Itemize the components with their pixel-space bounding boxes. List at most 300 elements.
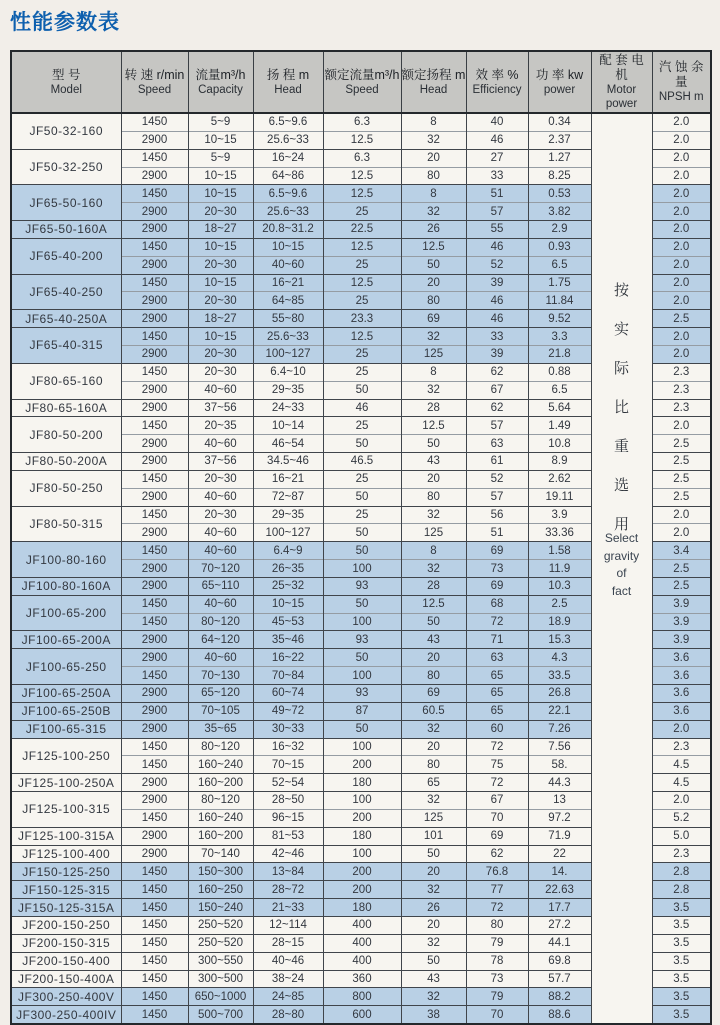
efficiency-cell: 67 bbox=[466, 792, 528, 810]
npsh-cell: 2.5 bbox=[652, 470, 711, 488]
capacity-cell: 40~60 bbox=[188, 649, 253, 667]
speed-cell: 1450 bbox=[121, 185, 188, 203]
efficiency-cell: 68 bbox=[466, 595, 528, 613]
capacity-cell: 65~110 bbox=[188, 577, 253, 595]
speed-cell: 2900 bbox=[121, 488, 188, 506]
rated_flow-cell: 25 bbox=[323, 345, 401, 363]
head-cell: 38~24 bbox=[253, 970, 323, 988]
speed-cell: 1450 bbox=[121, 809, 188, 827]
col-header-9 bbox=[652, 51, 711, 113]
head-cell: 40~46 bbox=[253, 952, 323, 970]
rated_flow-cell: 50 bbox=[323, 595, 401, 613]
speed-cell: 1450 bbox=[121, 506, 188, 524]
model-cell: JF80-65-160 bbox=[11, 363, 121, 399]
capacity-cell: 160~200 bbox=[188, 827, 253, 845]
capacity-cell: 40~60 bbox=[188, 488, 253, 506]
capacity-cell: 40~60 bbox=[188, 542, 253, 560]
power-cell: 19.11 bbox=[528, 488, 591, 506]
head-cell: 16~32 bbox=[253, 738, 323, 756]
model-cell: JF100-65-200 bbox=[11, 595, 121, 631]
rated_head-cell: 8 bbox=[401, 113, 466, 131]
rated_flow-cell: 100 bbox=[323, 792, 401, 810]
efficiency-cell: 62 bbox=[466, 363, 528, 381]
efficiency-cell: 69 bbox=[466, 542, 528, 560]
npsh-cell: 3.5 bbox=[652, 988, 711, 1006]
rated_head-cell: 32 bbox=[401, 881, 466, 899]
power-cell: 27.2 bbox=[528, 916, 591, 934]
rated_flow-cell: 25 bbox=[323, 363, 401, 381]
capacity-cell: 18~27 bbox=[188, 310, 253, 328]
power-cell: 17.7 bbox=[528, 899, 591, 917]
npsh-cell: 2.3 bbox=[652, 381, 711, 399]
rated_head-cell: 80 bbox=[401, 167, 466, 185]
rated_flow-cell: 12.5 bbox=[323, 274, 401, 292]
power-cell: 3.9 bbox=[528, 506, 591, 524]
col-header-zh: 额定扬程 m bbox=[401, 67, 466, 82]
rated_head-cell: 32 bbox=[401, 381, 466, 399]
npsh-cell: 2.5 bbox=[652, 577, 711, 595]
rated_head-cell: 125 bbox=[401, 345, 466, 363]
power-cell: 2.5 bbox=[528, 595, 591, 613]
model-cell: JF300-250-400IV bbox=[11, 1006, 121, 1024]
head-cell: 100~127 bbox=[253, 524, 323, 542]
power-cell: 18.9 bbox=[528, 613, 591, 631]
capacity-cell: 70~140 bbox=[188, 845, 253, 863]
col-header-zh: 额定流量m³/h bbox=[324, 67, 400, 82]
speed-cell: 2900 bbox=[121, 453, 188, 471]
head-cell: 29~35 bbox=[253, 381, 323, 399]
speed-cell: 1450 bbox=[121, 238, 188, 256]
capacity-cell: 250~520 bbox=[188, 934, 253, 952]
model-cell: JF80-65-160A bbox=[11, 399, 121, 417]
efficiency-cell: 46 bbox=[466, 310, 528, 328]
rated_head-cell: 50 bbox=[401, 845, 466, 863]
rated_flow-cell: 46.5 bbox=[323, 453, 401, 471]
motor-power-cell bbox=[591, 113, 652, 1024]
npsh-cell: 2.0 bbox=[652, 203, 711, 221]
speed-cell: 2900 bbox=[121, 381, 188, 399]
motor-note-char: 按 bbox=[613, 282, 629, 299]
rated_flow-cell: 93 bbox=[323, 685, 401, 703]
efficiency-cell: 46 bbox=[466, 292, 528, 310]
speed-cell: 2900 bbox=[121, 524, 188, 542]
rated_flow-cell: 360 bbox=[323, 970, 401, 988]
speed-cell: 1450 bbox=[121, 328, 188, 346]
capacity-cell: 650~1000 bbox=[188, 988, 253, 1006]
power-cell: 22.1 bbox=[528, 702, 591, 720]
npsh-cell: 2.0 bbox=[652, 506, 711, 524]
rated_head-cell: 8 bbox=[401, 542, 466, 560]
power-cell: 26.8 bbox=[528, 685, 591, 703]
rated_flow-cell: 25 bbox=[323, 203, 401, 221]
head-cell: 45~53 bbox=[253, 613, 323, 631]
table-row bbox=[11, 113, 711, 131]
power-cell: 6.5 bbox=[528, 381, 591, 399]
npsh-cell: 2.0 bbox=[652, 524, 711, 542]
speed-cell: 2900 bbox=[121, 203, 188, 221]
capacity-cell: 20~35 bbox=[188, 417, 253, 435]
speed-cell: 2900 bbox=[121, 399, 188, 417]
efficiency-cell: 72 bbox=[466, 899, 528, 917]
efficiency-cell: 63 bbox=[466, 649, 528, 667]
rated_head-cell: 69 bbox=[401, 685, 466, 703]
motor-note-chinese bbox=[592, 279, 652, 534]
rated_head-cell: 50 bbox=[401, 435, 466, 453]
rated_flow-cell: 100 bbox=[323, 738, 401, 756]
power-cell: 3.82 bbox=[528, 203, 591, 221]
rated_flow-cell: 200 bbox=[323, 809, 401, 827]
motor-note-char: 选 bbox=[613, 477, 629, 494]
capacity-cell: 64~120 bbox=[188, 631, 253, 649]
head-cell: 6.4~10 bbox=[253, 363, 323, 381]
efficiency-cell: 46 bbox=[466, 131, 528, 149]
motor-note-line: gravity bbox=[603, 548, 640, 563]
rated_head-cell: 20 bbox=[401, 274, 466, 292]
npsh-cell: 5.2 bbox=[652, 809, 711, 827]
capacity-cell: 20~30 bbox=[188, 470, 253, 488]
head-cell: 42~46 bbox=[253, 845, 323, 863]
col-header-en: Capacity bbox=[198, 83, 243, 96]
power-cell: 10.8 bbox=[528, 435, 591, 453]
head-cell: 16~24 bbox=[253, 149, 323, 167]
power-cell: 1.58 bbox=[528, 542, 591, 560]
head-cell: 60~74 bbox=[253, 685, 323, 703]
rated_flow-cell: 23.3 bbox=[323, 310, 401, 328]
col-header-zh: 功 率 kw bbox=[535, 67, 584, 82]
speed-cell: 1450 bbox=[121, 934, 188, 952]
col-header-en: Head bbox=[274, 83, 302, 96]
rated_flow-cell: 200 bbox=[323, 756, 401, 774]
capacity-cell: 5~9 bbox=[188, 113, 253, 131]
capacity-cell: 10~15 bbox=[188, 328, 253, 346]
head-cell: 70~84 bbox=[253, 667, 323, 685]
efficiency-cell: 75 bbox=[466, 756, 528, 774]
rated_flow-cell: 25 bbox=[323, 506, 401, 524]
npsh-cell: 2.8 bbox=[652, 881, 711, 899]
rated_head-cell: 32 bbox=[401, 988, 466, 1006]
capacity-cell: 20~30 bbox=[188, 506, 253, 524]
npsh-cell: 2.0 bbox=[652, 149, 711, 167]
npsh-cell: 3.5 bbox=[652, 916, 711, 934]
npsh-cell: 2.0 bbox=[652, 131, 711, 149]
speed-cell: 1450 bbox=[121, 667, 188, 685]
power-cell: 1.75 bbox=[528, 274, 591, 292]
npsh-cell: 3.5 bbox=[652, 1006, 711, 1024]
col-header-7 bbox=[528, 51, 591, 113]
power-cell: 21.8 bbox=[528, 345, 591, 363]
speed-cell: 2900 bbox=[121, 167, 188, 185]
capacity-cell: 160~240 bbox=[188, 809, 253, 827]
speed-cell: 2900 bbox=[121, 310, 188, 328]
npsh-cell: 3.5 bbox=[652, 899, 711, 917]
efficiency-cell: 70 bbox=[466, 809, 528, 827]
rated_head-cell: 50 bbox=[401, 256, 466, 274]
rated_flow-cell: 400 bbox=[323, 916, 401, 934]
head-cell: 6.5~9.6 bbox=[253, 185, 323, 203]
rated_head-cell: 65 bbox=[401, 774, 466, 792]
rated_flow-cell: 800 bbox=[323, 988, 401, 1006]
rated_flow-cell: 100 bbox=[323, 560, 401, 578]
power-cell: 0.34 bbox=[528, 113, 591, 131]
rated_flow-cell: 12.5 bbox=[323, 167, 401, 185]
rated_flow-cell: 50 bbox=[323, 435, 401, 453]
motor-note-line: fact bbox=[611, 583, 632, 598]
head-cell: 12~114 bbox=[253, 916, 323, 934]
efficiency-cell: 73 bbox=[466, 970, 528, 988]
head-cell: 16~21 bbox=[253, 274, 323, 292]
capacity-cell: 37~56 bbox=[188, 453, 253, 471]
rated_head-cell: 12.5 bbox=[401, 417, 466, 435]
power-cell: 3.3 bbox=[528, 328, 591, 346]
rated_flow-cell: 46 bbox=[323, 399, 401, 417]
npsh-cell: 5.0 bbox=[652, 827, 711, 845]
rated_head-cell: 43 bbox=[401, 631, 466, 649]
capacity-cell: 10~15 bbox=[188, 131, 253, 149]
efficiency-cell: 77 bbox=[466, 881, 528, 899]
rated_flow-cell: 100 bbox=[323, 845, 401, 863]
rated_head-cell: 125 bbox=[401, 524, 466, 542]
model-cell: JF100-80-160A bbox=[11, 577, 121, 595]
speed-cell: 2900 bbox=[121, 131, 188, 149]
col-header-zh: 扬 程 m bbox=[266, 67, 310, 82]
npsh-cell: 2.5 bbox=[652, 310, 711, 328]
capacity-cell: 70~105 bbox=[188, 702, 253, 720]
rated_flow-cell: 22.5 bbox=[323, 221, 401, 239]
npsh-cell: 2.0 bbox=[652, 185, 711, 203]
model-cell: JF65-40-200 bbox=[11, 238, 121, 274]
head-cell: 24~85 bbox=[253, 988, 323, 1006]
col-header-6 bbox=[466, 51, 528, 113]
rated_flow-cell: 12.5 bbox=[323, 131, 401, 149]
speed-cell: 2900 bbox=[121, 256, 188, 274]
efficiency-cell: 61 bbox=[466, 453, 528, 471]
rated_flow-cell: 200 bbox=[323, 881, 401, 899]
capacity-cell: 18~27 bbox=[188, 221, 253, 239]
head-cell: 10~15 bbox=[253, 238, 323, 256]
model-cell: JF80-50-200 bbox=[11, 417, 121, 453]
head-cell: 6.5~9.6 bbox=[253, 113, 323, 131]
efficiency-cell: 79 bbox=[466, 934, 528, 952]
rated_head-cell: 20 bbox=[401, 738, 466, 756]
speed-cell: 2900 bbox=[121, 292, 188, 310]
col-header-zh: 转 速 r/min bbox=[124, 67, 185, 82]
efficiency-cell: 33 bbox=[466, 167, 528, 185]
efficiency-cell: 52 bbox=[466, 470, 528, 488]
model-cell: JF125-100-250 bbox=[11, 738, 121, 774]
efficiency-cell: 57 bbox=[466, 203, 528, 221]
rated_flow-cell: 400 bbox=[323, 952, 401, 970]
power-cell: 71.9 bbox=[528, 827, 591, 845]
head-cell: 46~54 bbox=[253, 435, 323, 453]
power-cell: 7.26 bbox=[528, 720, 591, 738]
model-cell: JF65-40-315 bbox=[11, 328, 121, 364]
speed-cell: 1450 bbox=[121, 899, 188, 917]
efficiency-cell: 69 bbox=[466, 577, 528, 595]
npsh-cell: 2.5 bbox=[652, 560, 711, 578]
power-cell: 88.2 bbox=[528, 988, 591, 1006]
capacity-cell: 10~15 bbox=[188, 185, 253, 203]
power-cell: 13 bbox=[528, 792, 591, 810]
head-cell: 24~33 bbox=[253, 399, 323, 417]
power-cell: 14. bbox=[528, 863, 591, 881]
rated_flow-cell: 50 bbox=[323, 720, 401, 738]
head-cell: 40~60 bbox=[253, 256, 323, 274]
col-header-zh: 流量m³/h bbox=[195, 67, 246, 82]
power-cell: 6.5 bbox=[528, 256, 591, 274]
capacity-cell: 300~500 bbox=[188, 970, 253, 988]
rated_head-cell: 32 bbox=[401, 934, 466, 952]
npsh-cell: 2.0 bbox=[652, 792, 711, 810]
rated_head-cell: 28 bbox=[401, 577, 466, 595]
rated_head-cell: 12.5 bbox=[401, 238, 466, 256]
model-cell: JF125-100-315A bbox=[11, 827, 121, 845]
npsh-cell: 3.6 bbox=[652, 685, 711, 703]
npsh-cell: 3.4 bbox=[652, 542, 711, 560]
rated_head-cell: 32 bbox=[401, 506, 466, 524]
head-cell: 16~21 bbox=[253, 470, 323, 488]
capacity-cell: 40~60 bbox=[188, 381, 253, 399]
npsh-cell: 2.0 bbox=[652, 274, 711, 292]
npsh-cell: 3.9 bbox=[652, 631, 711, 649]
head-cell: 96~15 bbox=[253, 809, 323, 827]
col-header-en: Speed bbox=[137, 83, 172, 96]
rated_flow-cell: 50 bbox=[323, 381, 401, 399]
col-header-5 bbox=[401, 51, 466, 113]
power-cell: 97.2 bbox=[528, 809, 591, 827]
rated_flow-cell: 100 bbox=[323, 613, 401, 631]
power-cell: 8.9 bbox=[528, 453, 591, 471]
power-cell: 5.64 bbox=[528, 399, 591, 417]
col-header-2 bbox=[188, 51, 253, 113]
rated_head-cell: 8 bbox=[401, 185, 466, 203]
efficiency-cell: 65 bbox=[466, 667, 528, 685]
power-cell: 44.3 bbox=[528, 774, 591, 792]
capacity-cell: 500~700 bbox=[188, 1006, 253, 1024]
motor-note-char: 比 bbox=[613, 399, 629, 416]
npsh-cell: 2.5 bbox=[652, 453, 711, 471]
speed-cell: 2900 bbox=[121, 792, 188, 810]
power-cell: 0.88 bbox=[528, 363, 591, 381]
model-cell: JF100-65-200A bbox=[11, 631, 121, 649]
power-cell: 57.7 bbox=[528, 970, 591, 988]
power-cell: 1.27 bbox=[528, 149, 591, 167]
rated_head-cell: 32 bbox=[401, 131, 466, 149]
col-header-3 bbox=[253, 51, 323, 113]
rated_flow-cell: 600 bbox=[323, 1006, 401, 1024]
col-header-en: power bbox=[543, 83, 576, 96]
model-cell: JF80-50-250 bbox=[11, 470, 121, 506]
npsh-cell: 3.9 bbox=[652, 613, 711, 631]
speed-cell: 2900 bbox=[121, 577, 188, 595]
power-cell: 1.49 bbox=[528, 417, 591, 435]
npsh-cell: 2.3 bbox=[652, 363, 711, 381]
model-cell: JF65-50-160 bbox=[11, 185, 121, 221]
efficiency-cell: 71 bbox=[466, 631, 528, 649]
power-cell: 9.52 bbox=[528, 310, 591, 328]
efficiency-cell: 73 bbox=[466, 560, 528, 578]
power-cell: 0.93 bbox=[528, 238, 591, 256]
power-cell: 4.3 bbox=[528, 649, 591, 667]
head-cell: 35~46 bbox=[253, 631, 323, 649]
performance-table-container bbox=[10, 50, 712, 1025]
motor-note-char: 重 bbox=[613, 438, 629, 455]
efficiency-cell: 72 bbox=[466, 738, 528, 756]
npsh-cell: 2.0 bbox=[652, 167, 711, 185]
capacity-cell: 160~240 bbox=[188, 756, 253, 774]
power-cell: 33.36 bbox=[528, 524, 591, 542]
rated_flow-cell: 180 bbox=[323, 899, 401, 917]
head-cell: 28~80 bbox=[253, 1006, 323, 1024]
motor-note-char: 用 bbox=[613, 516, 629, 533]
efficiency-cell: 72 bbox=[466, 774, 528, 792]
npsh-cell: 2.5 bbox=[652, 488, 711, 506]
capacity-cell: 70~120 bbox=[188, 560, 253, 578]
power-cell: 0.53 bbox=[528, 185, 591, 203]
rated_flow-cell: 87 bbox=[323, 702, 401, 720]
efficiency-cell: 78 bbox=[466, 952, 528, 970]
rated_head-cell: 32 bbox=[401, 560, 466, 578]
npsh-cell: 2.3 bbox=[652, 845, 711, 863]
col-header-en: Motor power bbox=[605, 84, 638, 110]
power-cell: 2.9 bbox=[528, 221, 591, 239]
rated_head-cell: 32 bbox=[401, 792, 466, 810]
capacity-cell: 20~30 bbox=[188, 203, 253, 221]
speed-cell: 2900 bbox=[121, 560, 188, 578]
rated_head-cell: 69 bbox=[401, 310, 466, 328]
npsh-cell: 2.0 bbox=[652, 113, 711, 131]
efficiency-cell: 39 bbox=[466, 274, 528, 292]
model-cell: JF125-100-315 bbox=[11, 792, 121, 828]
power-cell: 7.56 bbox=[528, 738, 591, 756]
speed-cell: 2900 bbox=[121, 720, 188, 738]
speed-cell: 1450 bbox=[121, 863, 188, 881]
power-cell: 15.3 bbox=[528, 631, 591, 649]
capacity-cell: 37~56 bbox=[188, 399, 253, 417]
model-cell: JF65-40-250 bbox=[11, 274, 121, 310]
capacity-cell: 80~120 bbox=[188, 613, 253, 631]
model-cell: JF80-50-315 bbox=[11, 506, 121, 542]
capacity-cell: 10~15 bbox=[188, 238, 253, 256]
rated_flow-cell: 93 bbox=[323, 577, 401, 595]
model-cell: JF200-150-315 bbox=[11, 934, 121, 952]
model-cell: JF50-32-160 bbox=[11, 113, 121, 149]
npsh-cell: 3.6 bbox=[652, 667, 711, 685]
col-header-zh: 型 号 bbox=[52, 67, 81, 82]
col-header-en: Head bbox=[419, 83, 448, 96]
speed-cell: 2900 bbox=[121, 702, 188, 720]
model-cell: JF200-150-250 bbox=[11, 916, 121, 934]
capacity-cell: 40~60 bbox=[188, 524, 253, 542]
model-cell: JF200-150-400A bbox=[11, 970, 121, 988]
npsh-cell: 2.0 bbox=[652, 328, 711, 346]
rated_flow-cell: 12.5 bbox=[323, 328, 401, 346]
efficiency-cell: 39 bbox=[466, 345, 528, 363]
npsh-cell: 2.0 bbox=[652, 720, 711, 738]
rated_head-cell: 50 bbox=[401, 613, 466, 631]
speed-cell: 1450 bbox=[121, 881, 188, 899]
model-cell: JF125-100-400 bbox=[11, 845, 121, 863]
npsh-cell: 2.0 bbox=[652, 238, 711, 256]
efficiency-cell: 72 bbox=[466, 613, 528, 631]
efficiency-cell: 56 bbox=[466, 506, 528, 524]
npsh-cell: 2.0 bbox=[652, 417, 711, 435]
speed-cell: 2900 bbox=[121, 631, 188, 649]
speed-cell: 2900 bbox=[121, 345, 188, 363]
table-header bbox=[11, 51, 711, 113]
capacity-cell: 150~240 bbox=[188, 899, 253, 917]
efficiency-cell: 46 bbox=[466, 238, 528, 256]
capacity-cell: 40~60 bbox=[188, 435, 253, 453]
